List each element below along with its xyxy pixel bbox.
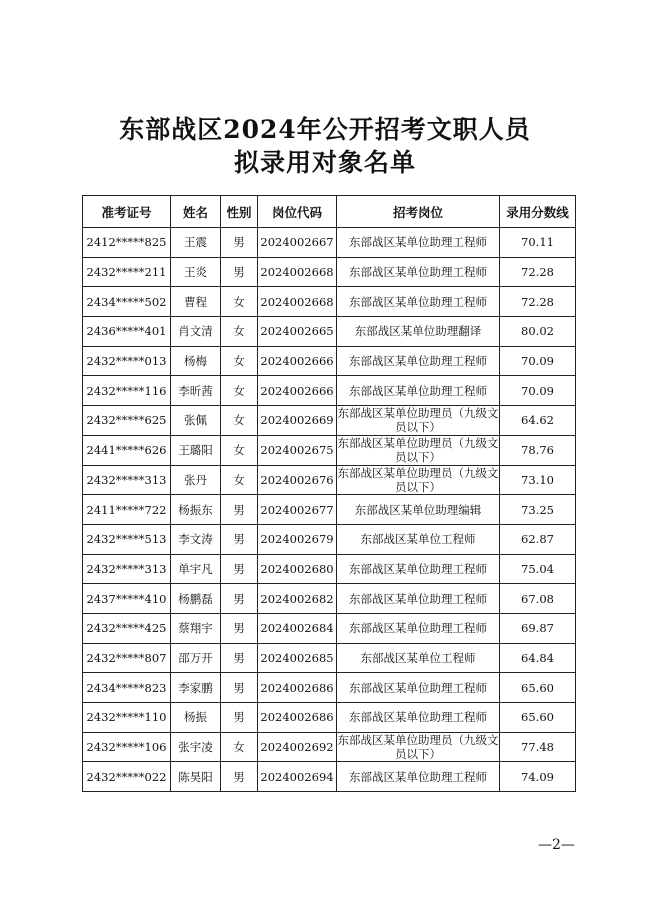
gender-cell: 女: [221, 317, 258, 347]
table-row: [83, 673, 576, 703]
gender-cell: 女: [221, 465, 258, 495]
gender-cell: 男: [221, 584, 258, 614]
table-row: [83, 495, 576, 525]
position-cell: 东部战区某单位助理工程师: [337, 257, 500, 287]
position-cell: 东部战区某单位工程师: [337, 524, 500, 554]
exam-id-cell: 2434*****502: [83, 287, 171, 317]
score-cell: 78.76: [500, 435, 576, 465]
score-cell: 80.02: [500, 317, 576, 347]
table-row: [83, 465, 576, 495]
score-cell: 75.04: [500, 554, 576, 584]
position-cell: 东部战区某单位助理工程师: [337, 584, 500, 614]
position-code-cell: 2024002668: [258, 287, 337, 317]
column-header-score: 录用分数线: [500, 196, 576, 228]
exam-id-cell: 2432*****625: [83, 406, 171, 436]
score-cell: 64.62: [500, 406, 576, 436]
page-title: 东部战区2024年公开招考文职人员: [119, 115, 531, 144]
score-cell: 73.10: [500, 465, 576, 495]
table-row: [83, 317, 576, 347]
gender-cell: 男: [221, 228, 258, 258]
position-code-cell: 2024002666: [258, 346, 337, 376]
gender-cell: 女: [221, 406, 258, 436]
score-cell: 72.28: [500, 257, 576, 287]
exam-id-cell: 2432*****313: [83, 554, 171, 584]
gender-cell: 男: [221, 495, 258, 525]
position-code-cell: 2024002669: [258, 406, 337, 436]
position-cell: 东部战区某单位助理工程师: [337, 554, 500, 584]
gender-cell: 男: [221, 762, 258, 792]
name-cell: 杨振: [171, 703, 221, 733]
table-row: [83, 643, 576, 673]
position-code-cell: 2024002677: [258, 495, 337, 525]
position-code-cell: 2024002667: [258, 228, 337, 258]
name-cell: 王璐阳: [171, 435, 221, 465]
table-row: [83, 554, 576, 584]
table-row: [83, 257, 576, 287]
gender-cell: 男: [221, 613, 258, 643]
score-cell: 70.09: [500, 346, 576, 376]
column-header-position: 招考岗位: [337, 196, 500, 228]
exam-id-cell: 2432*****425: [83, 613, 171, 643]
column-header-exam-id: 准考证号: [83, 196, 171, 228]
gender-cell: 女: [221, 287, 258, 317]
position-code-cell: 2024002684: [258, 613, 337, 643]
name-cell: 王炎: [171, 257, 221, 287]
score-cell: 67.08: [500, 584, 576, 614]
name-cell: 王震: [171, 228, 221, 258]
position-cell: 东部战区某单位助理员（九级文员以下）: [337, 436, 499, 465]
position-cell: 东部战区某单位助理员（九级文员以下）: [337, 406, 499, 435]
table-row: [83, 762, 576, 792]
name-cell: 李文涛: [171, 524, 221, 554]
name-cell: 肖文清: [171, 317, 221, 347]
gender-cell: 男: [221, 643, 258, 673]
exam-id-cell: 2432*****211: [83, 257, 171, 287]
position-code-cell: 2024002668: [258, 257, 337, 287]
table-header-row: [83, 196, 576, 228]
column-header-gender: 性别: [221, 196, 258, 228]
table-body: [83, 228, 576, 792]
gender-cell: 女: [221, 376, 258, 406]
score-cell: 72.28: [500, 287, 576, 317]
gender-cell: 男: [221, 673, 258, 703]
position-cell: 东部战区某单位助理翻译: [337, 317, 500, 347]
table-row: [83, 287, 576, 317]
name-cell: 邵万开: [171, 643, 221, 673]
exam-id-cell: 2432*****013: [83, 346, 171, 376]
name-cell: 单宇凡: [171, 554, 221, 584]
name-cell: 杨梅: [171, 346, 221, 376]
score-cell: 62.87: [500, 524, 576, 554]
exam-id-cell: 2432*****513: [83, 524, 171, 554]
exam-id-cell: 2432*****022: [83, 762, 171, 792]
exam-id-cell: 2411*****722: [83, 495, 171, 525]
gender-cell: 女: [221, 346, 258, 376]
page-number: —2—: [538, 837, 575, 853]
score-cell: 77.48: [500, 732, 576, 762]
exam-id-cell: 2437*****410: [83, 584, 171, 614]
position-cell: 东部战区某单位助理工程师: [337, 287, 500, 317]
gender-cell: 男: [221, 554, 258, 584]
position-cell: 东部战区某单位助理员（九级文员以下）: [337, 733, 499, 762]
name-cell: 陈昊阳: [171, 762, 221, 792]
position-cell: 东部战区某单位助理工程师: [337, 376, 500, 406]
exam-id-cell: 2432*****807: [83, 643, 171, 673]
position-cell: 东部战区某单位助理工程师: [337, 703, 500, 733]
position-code-cell: 2024002666: [258, 376, 337, 406]
table-row: [83, 584, 576, 614]
position-code-cell: 2024002680: [258, 554, 337, 584]
name-cell: 张丹: [171, 465, 221, 495]
gender-cell: 男: [221, 257, 258, 287]
position-code-cell: 2024002686: [258, 703, 337, 733]
score-cell: 70.11: [500, 228, 576, 258]
exam-id-cell: 2412*****825: [83, 228, 171, 258]
position-code-cell: 2024002686: [258, 673, 337, 703]
gender-cell: 女: [221, 732, 258, 762]
name-cell: 曹程: [171, 287, 221, 317]
score-cell: 65.60: [500, 703, 576, 733]
position-code-cell: 2024002676: [258, 465, 337, 495]
gender-cell: 女: [221, 435, 258, 465]
position-code-cell: 2024002665: [258, 317, 337, 347]
score-cell: 64.84: [500, 643, 576, 673]
candidate-table: [82, 195, 576, 792]
name-cell: 张宇凌: [171, 732, 221, 762]
column-header-position-code: 岗位代码: [258, 196, 337, 228]
name-cell: 杨振东: [171, 495, 221, 525]
table-row: [83, 524, 576, 554]
name-cell: 张佩: [171, 406, 221, 436]
table-row: [83, 703, 576, 733]
exam-id-cell: 2432*****106: [83, 732, 171, 762]
score-cell: 69.87: [500, 613, 576, 643]
exam-id-cell: 2441*****626: [83, 435, 171, 465]
name-cell: 李家鹏: [171, 673, 221, 703]
score-cell: 74.09: [500, 762, 576, 792]
name-cell: 李昕茜: [171, 376, 221, 406]
table-row: [83, 228, 576, 258]
exam-id-cell: 2436*****401: [83, 317, 171, 347]
position-cell: 东部战区某单位助理工程师: [337, 762, 500, 792]
position-cell: 东部战区某单位助理员（九级文员以下）: [337, 465, 499, 494]
table-row: [83, 435, 576, 465]
position-cell: 东部战区某单位助理工程师: [337, 346, 500, 376]
name-cell: 杨鹏磊: [171, 584, 221, 614]
position-code-cell: 2024002679: [258, 524, 337, 554]
position-code-cell: 2024002685: [258, 643, 337, 673]
column-header-name: 姓名: [171, 196, 221, 228]
position-cell: 东部战区某单位助理工程师: [337, 673, 500, 703]
position-cell: 东部战区某单位工程师: [337, 643, 500, 673]
table-row: [83, 406, 576, 436]
exam-id-cell: 2432*****110: [83, 703, 171, 733]
table-row: [83, 613, 576, 643]
page-subtitle: 拟录用对象名单: [233, 148, 416, 177]
score-cell: 73.25: [500, 495, 576, 525]
position-cell: 东部战区某单位助理工程师: [337, 613, 500, 643]
exam-id-cell: 2432*****313: [83, 465, 171, 495]
position-code-cell: 2024002692: [258, 732, 337, 762]
position-cell: 东部战区某单位助理工程师: [337, 228, 500, 258]
score-cell: 65.60: [500, 673, 576, 703]
position-code-cell: 2024002682: [258, 584, 337, 614]
position-cell: 东部战区某单位助理编辑: [337, 495, 500, 525]
table-row: [83, 376, 576, 406]
gender-cell: 男: [221, 703, 258, 733]
name-cell: 蔡翔宇: [171, 613, 221, 643]
table-row: [83, 346, 576, 376]
position-code-cell: 2024002694: [258, 762, 337, 792]
score-cell: 70.09: [500, 376, 576, 406]
position-code-cell: 2024002675: [258, 435, 337, 465]
exam-id-cell: 2432*****116: [83, 376, 171, 406]
exam-id-cell: 2434*****823: [83, 673, 171, 703]
table-row: [83, 732, 576, 762]
gender-cell: 男: [221, 524, 258, 554]
